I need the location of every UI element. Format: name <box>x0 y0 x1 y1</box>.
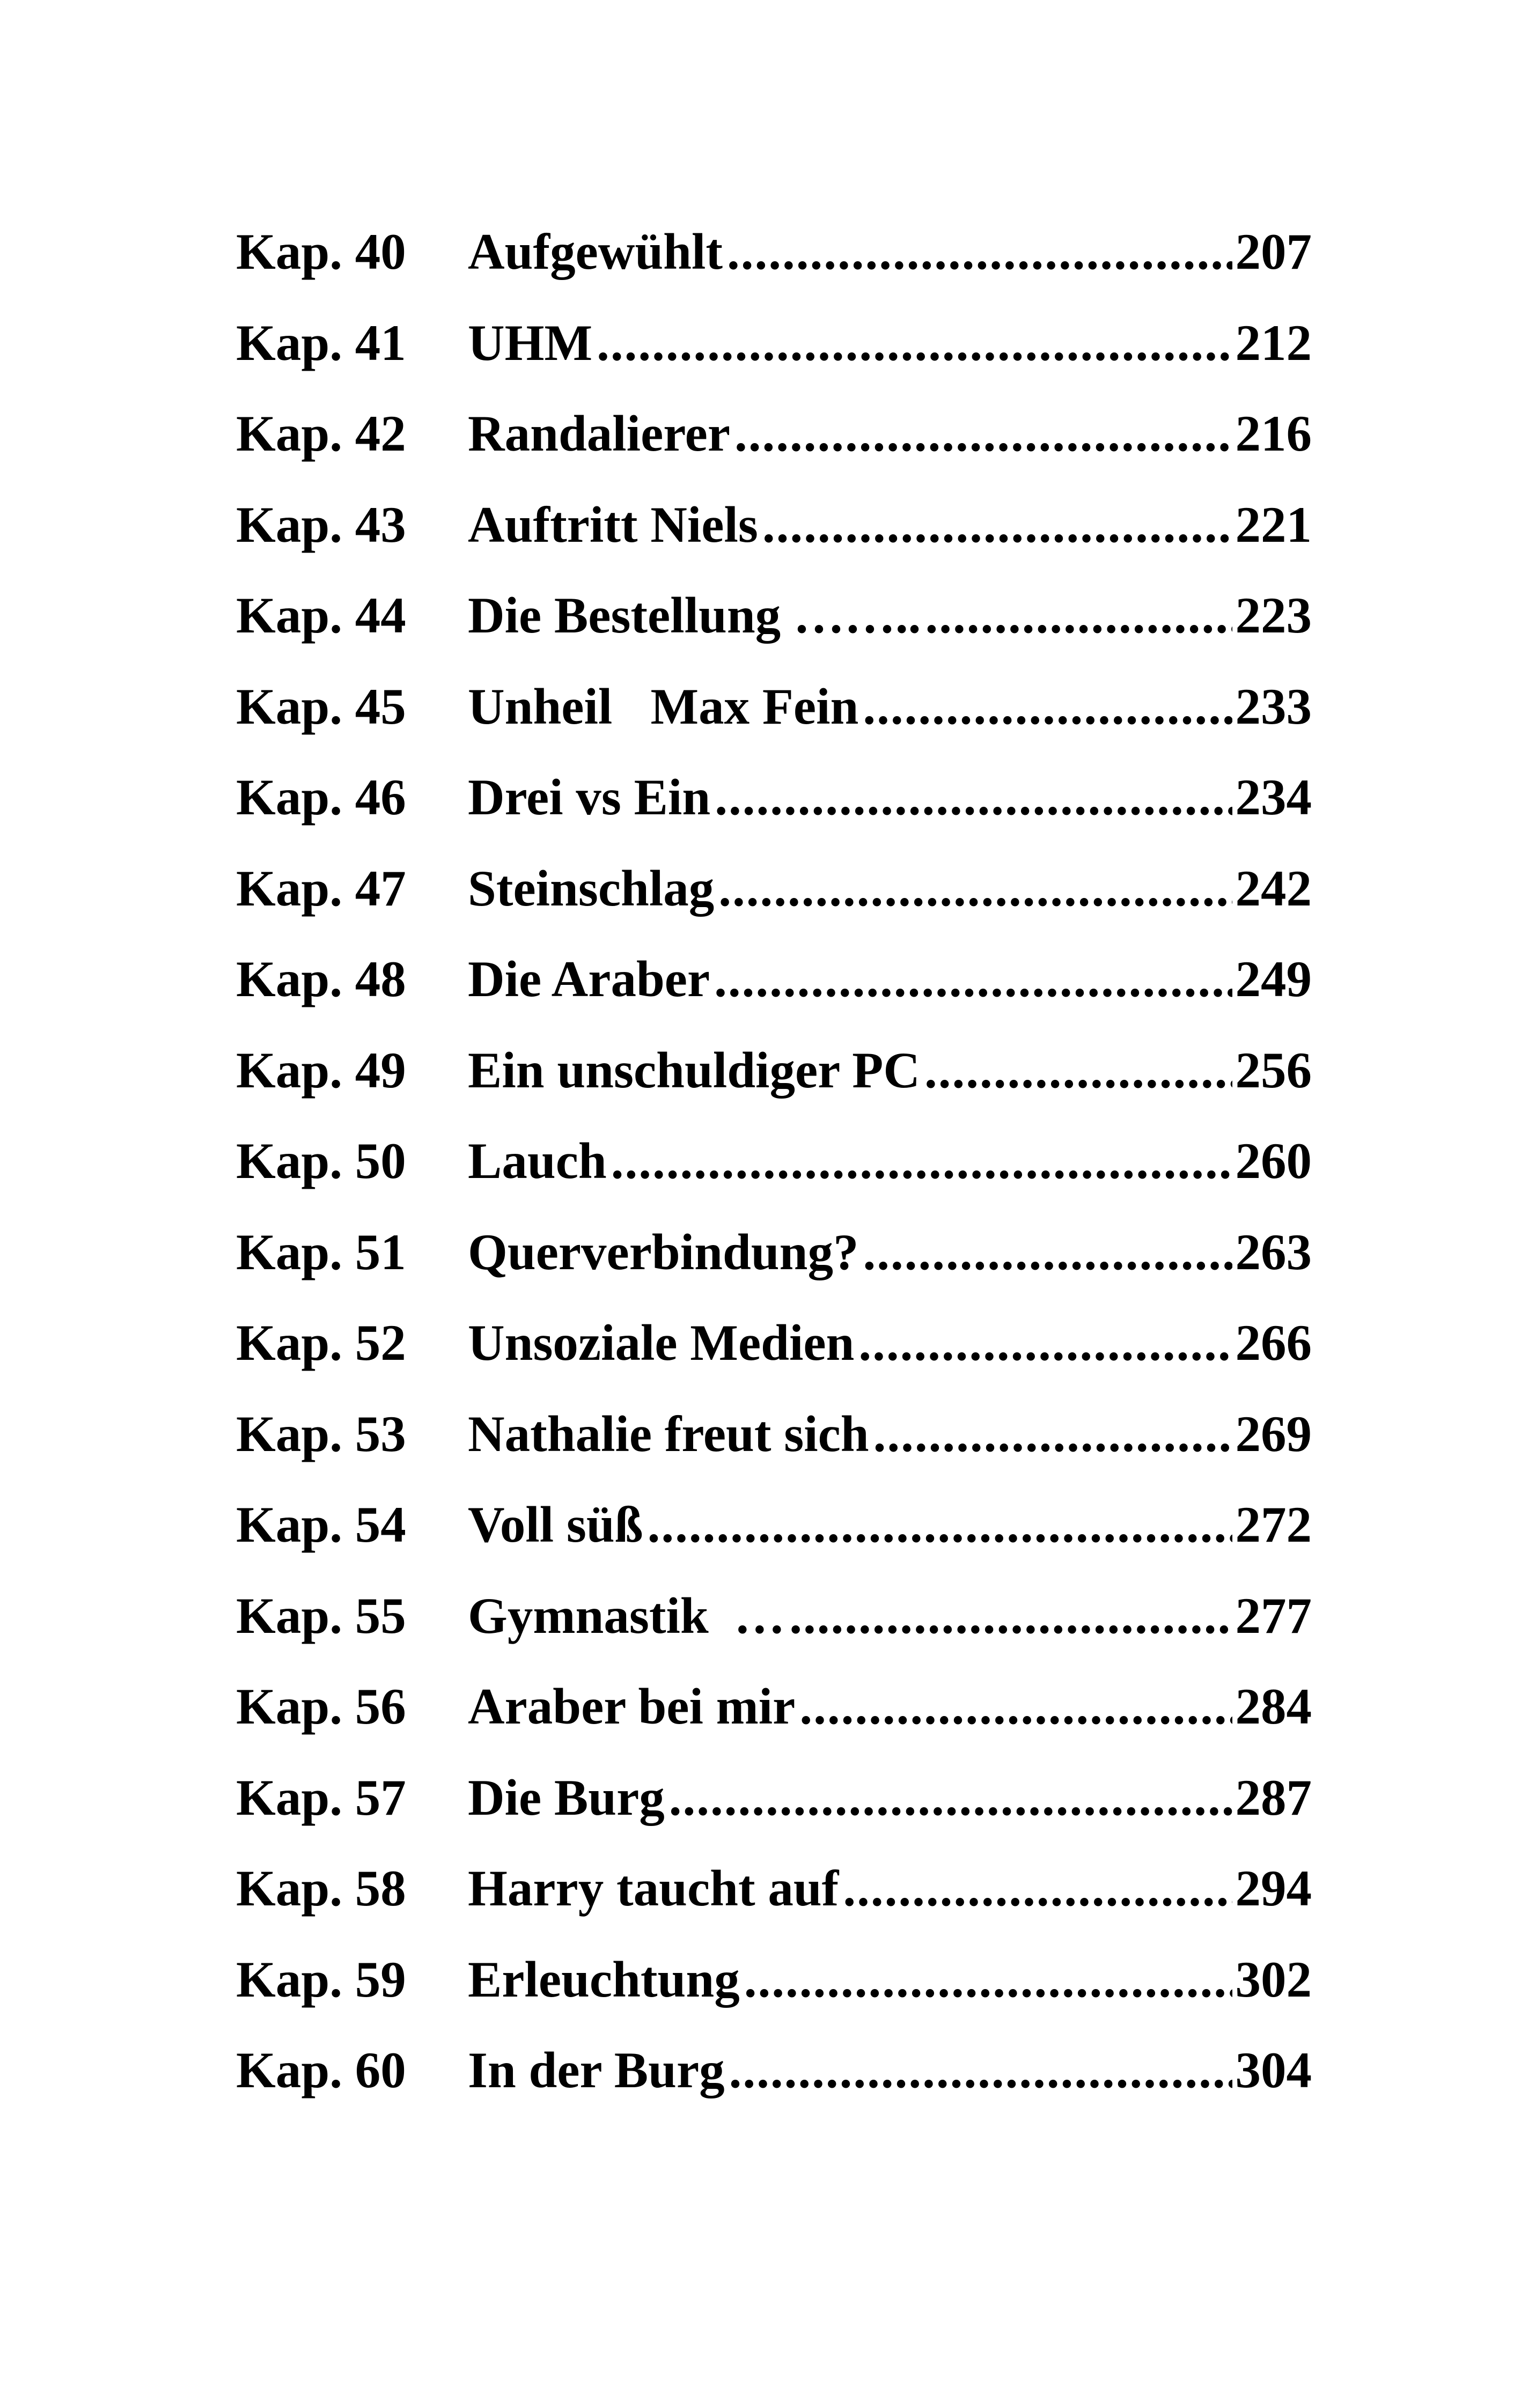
toc-entry <box>236 1116 1312 1207</box>
toc-entry <box>236 1479 1312 1571</box>
toc-entry <box>236 1752 1312 1844</box>
chapter-title: Araber bei mir <box>468 1678 796 1735</box>
dot-leader <box>718 843 1232 934</box>
page-number: 263 <box>1235 1223 1312 1280</box>
page-number: 256 <box>1235 1041 1312 1099</box>
chapter-number: Kap. 60 <box>236 2042 406 2098</box>
dot-leader <box>924 1025 1232 1116</box>
page-number: 284 <box>1235 1678 1312 1735</box>
page-number: 266 <box>1235 1314 1312 1371</box>
chapter-number: Kap. 43 <box>236 496 406 553</box>
toc-entry <box>236 934 1312 1025</box>
chapter-number: Kap. 54 <box>236 1496 406 1553</box>
chapter-title: Ein unschuldiger PC <box>468 1041 920 1099</box>
toc-entry <box>236 480 1312 571</box>
table-of-contents <box>236 207 1312 2116</box>
page-number: 272 <box>1235 1496 1312 1553</box>
toc-entry <box>236 1025 1312 1116</box>
chapter-title: Die Araber <box>468 951 710 1007</box>
chapter-number: Kap. 56 <box>236 1678 406 1735</box>
chapter-number: Kap. 49 <box>236 1041 406 1099</box>
chapter-title: Unheil Max Fein <box>468 678 859 735</box>
chapter-title: Randalierer <box>468 405 731 462</box>
toc-entry <box>236 1934 1312 2026</box>
chapter-number: Kap. 42 <box>236 405 406 462</box>
chapter-number: Kap. 44 <box>236 587 406 644</box>
chapter-number: Kap. 52 <box>236 1314 406 1371</box>
page-number: 287 <box>1235 1769 1312 1826</box>
page-number: 207 <box>1235 223 1312 280</box>
toc-entry <box>236 1207 1312 1298</box>
page-number: 304 <box>1235 2042 1312 2098</box>
dot-leader <box>669 1752 1232 1844</box>
chapter-title: Querverbindung? <box>468 1223 859 1280</box>
page-number: 223 <box>1235 587 1312 644</box>
chapter-number: Kap. 40 <box>236 223 406 280</box>
toc-entry <box>236 1661 1312 1752</box>
chapter-title: Lauch <box>468 1132 607 1189</box>
chapter-number: Kap. 41 <box>236 314 406 371</box>
dot-leader <box>648 1479 1232 1571</box>
page-number: 260 <box>1235 1132 1312 1189</box>
chapter-number: Kap. 47 <box>236 859 406 917</box>
page-number: 242 <box>1235 859 1312 917</box>
page-number: 221 <box>1235 496 1312 553</box>
toc-entry <box>236 207 1312 298</box>
dot-leader <box>858 1298 1232 1389</box>
dot-leader <box>734 388 1232 480</box>
dot-leader <box>611 1116 1232 1207</box>
toc-entry <box>236 2025 1312 2116</box>
dot-leader <box>762 480 1232 571</box>
toc-entry <box>236 1571 1312 1662</box>
chapter-title: Drei vs Ein <box>468 769 711 826</box>
dot-leader <box>925 570 1232 661</box>
chapter-number: Kap. 58 <box>236 1860 406 1917</box>
chapter-title: Aufgewühlt <box>468 223 723 280</box>
toc-entry <box>236 1389 1312 1480</box>
page-number: 234 <box>1235 769 1312 826</box>
page-number: 302 <box>1235 1950 1312 2008</box>
toc-entry <box>236 1843 1312 1934</box>
dot-leader <box>789 1571 1232 1662</box>
page-number: 216 <box>1235 405 1312 462</box>
page-number: 249 <box>1235 951 1312 1007</box>
chapter-title: Erleuchtung <box>468 1950 740 2008</box>
chapter-title: UHM <box>468 314 593 371</box>
dot-leader <box>843 1843 1232 1934</box>
chapter-number: Kap. 59 <box>236 1950 406 2008</box>
chapter-title: Harry taucht auf <box>468 1860 839 1917</box>
dot-leader <box>727 207 1232 298</box>
dot-leader <box>744 1934 1232 2026</box>
chapter-title: Gymnastik … <box>468 1587 785 1644</box>
toc-entry <box>236 570 1312 661</box>
chapter-title: Voll süß <box>468 1496 643 1553</box>
page-number: 269 <box>1235 1405 1312 1462</box>
chapter-title: Steinschlag <box>468 859 715 917</box>
chapter-number: Kap. 48 <box>236 951 406 1007</box>
toc-entry <box>236 1298 1312 1389</box>
chapter-title: Unsoziale Medien <box>468 1314 855 1371</box>
chapter-title: Nathalie freut sich <box>468 1405 869 1462</box>
chapter-title: Die Bestellung …….. <box>468 587 921 644</box>
toc-entry <box>236 298 1312 389</box>
chapter-title: Auftritt Niels <box>468 496 758 553</box>
dot-leader <box>729 2025 1232 2116</box>
chapter-number: Kap. 55 <box>236 1587 406 1644</box>
toc-entry <box>236 752 1312 843</box>
chapter-number: Kap. 46 <box>236 769 406 826</box>
dot-leader <box>597 298 1232 389</box>
page-number: 294 <box>1235 1860 1312 1917</box>
dot-leader <box>863 1207 1232 1298</box>
toc-entry <box>236 661 1312 753</box>
chapter-title: In der Burg <box>468 2042 725 2098</box>
chapter-number: Kap. 51 <box>236 1223 406 1280</box>
dot-leader <box>715 752 1232 843</box>
chapter-number: Kap. 57 <box>236 1769 406 1826</box>
page-number: 233 <box>1235 678 1312 735</box>
dot-leader <box>863 661 1232 753</box>
dot-leader <box>714 934 1232 1025</box>
chapter-title: Die Burg <box>468 1769 665 1826</box>
dot-leader <box>799 1661 1232 1752</box>
chapter-number: Kap. 50 <box>236 1132 406 1189</box>
page-number: 212 <box>1235 314 1312 371</box>
chapter-number: Kap. 53 <box>236 1405 406 1462</box>
chapter-number: Kap. 45 <box>236 678 406 735</box>
toc-entry <box>236 388 1312 480</box>
toc-entry <box>236 843 1312 934</box>
dot-leader <box>873 1389 1232 1480</box>
page-number: 277 <box>1235 1587 1312 1644</box>
